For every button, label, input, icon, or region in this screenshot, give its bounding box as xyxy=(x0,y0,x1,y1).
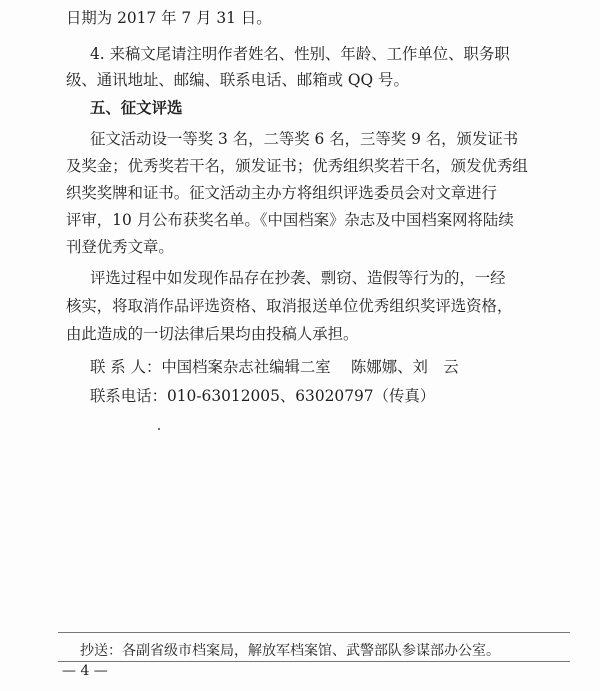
contact-phone: 联系电话：010-63012005、63020797（传真） xyxy=(90,387,436,405)
paragraph-submission-line-1: 4. 来稿文尾请注明作者姓名、性别、年龄、工作单位、职务职 xyxy=(90,45,510,63)
contact-person: 联 系 人：中国档案杂志社编辑二室 陈娜娜、刘 云 xyxy=(90,358,459,376)
cc-line: 抄送：各副省级市档案局，解放军档案馆、武警部队参谋部办公室。 xyxy=(80,643,500,659)
paragraph-plagiarism-line-2: 核实，将取消作品评选资格、取消报送单位优秀组织奖评选资格， xyxy=(66,297,513,315)
paragraph-submission-line-2: 级、通讯地址、邮编、联系电话、邮箱或 QQ 号。 xyxy=(66,71,409,89)
paragraph-deadline-line: 日期为 2017 年 7 月 31 日。 xyxy=(66,9,272,27)
page-number: — 4 — xyxy=(62,663,108,679)
paragraph-awards-line-4: 评审，10 月公布获奖名单。《中国档案》杂志及中国档案网将陆续 xyxy=(66,211,514,229)
section-title: 五、征文评选 xyxy=(90,99,183,117)
paragraph-plagiarism-line-1: 评选过程中如发现作品存在抄袭、剽窃、造假等行为的，一经 xyxy=(90,269,506,287)
paragraph-awards-line-2: 及奖金；优秀奖若干名，颁发证书；优秀组织奖若干名，颁发优秀组 xyxy=(66,157,528,175)
scan-speck xyxy=(158,428,160,430)
footer-top-rule xyxy=(58,632,570,633)
paragraph-awards-line-1: 征文活动设一等奖 3 名，二等奖 6 名，三等奖 9 名，颁发证书 xyxy=(90,130,519,148)
footer-bottom-rule xyxy=(58,661,570,662)
paragraph-plagiarism-line-3: 由此造成的一切法律后果均由投稿人承担。 xyxy=(66,325,359,343)
paragraph-awards-line-3: 织奖奖牌和证书。征文活动主办方将组织评选委员会对文章进行 xyxy=(66,184,497,202)
paragraph-awards-line-5: 刊登优秀文章。 xyxy=(66,238,174,256)
